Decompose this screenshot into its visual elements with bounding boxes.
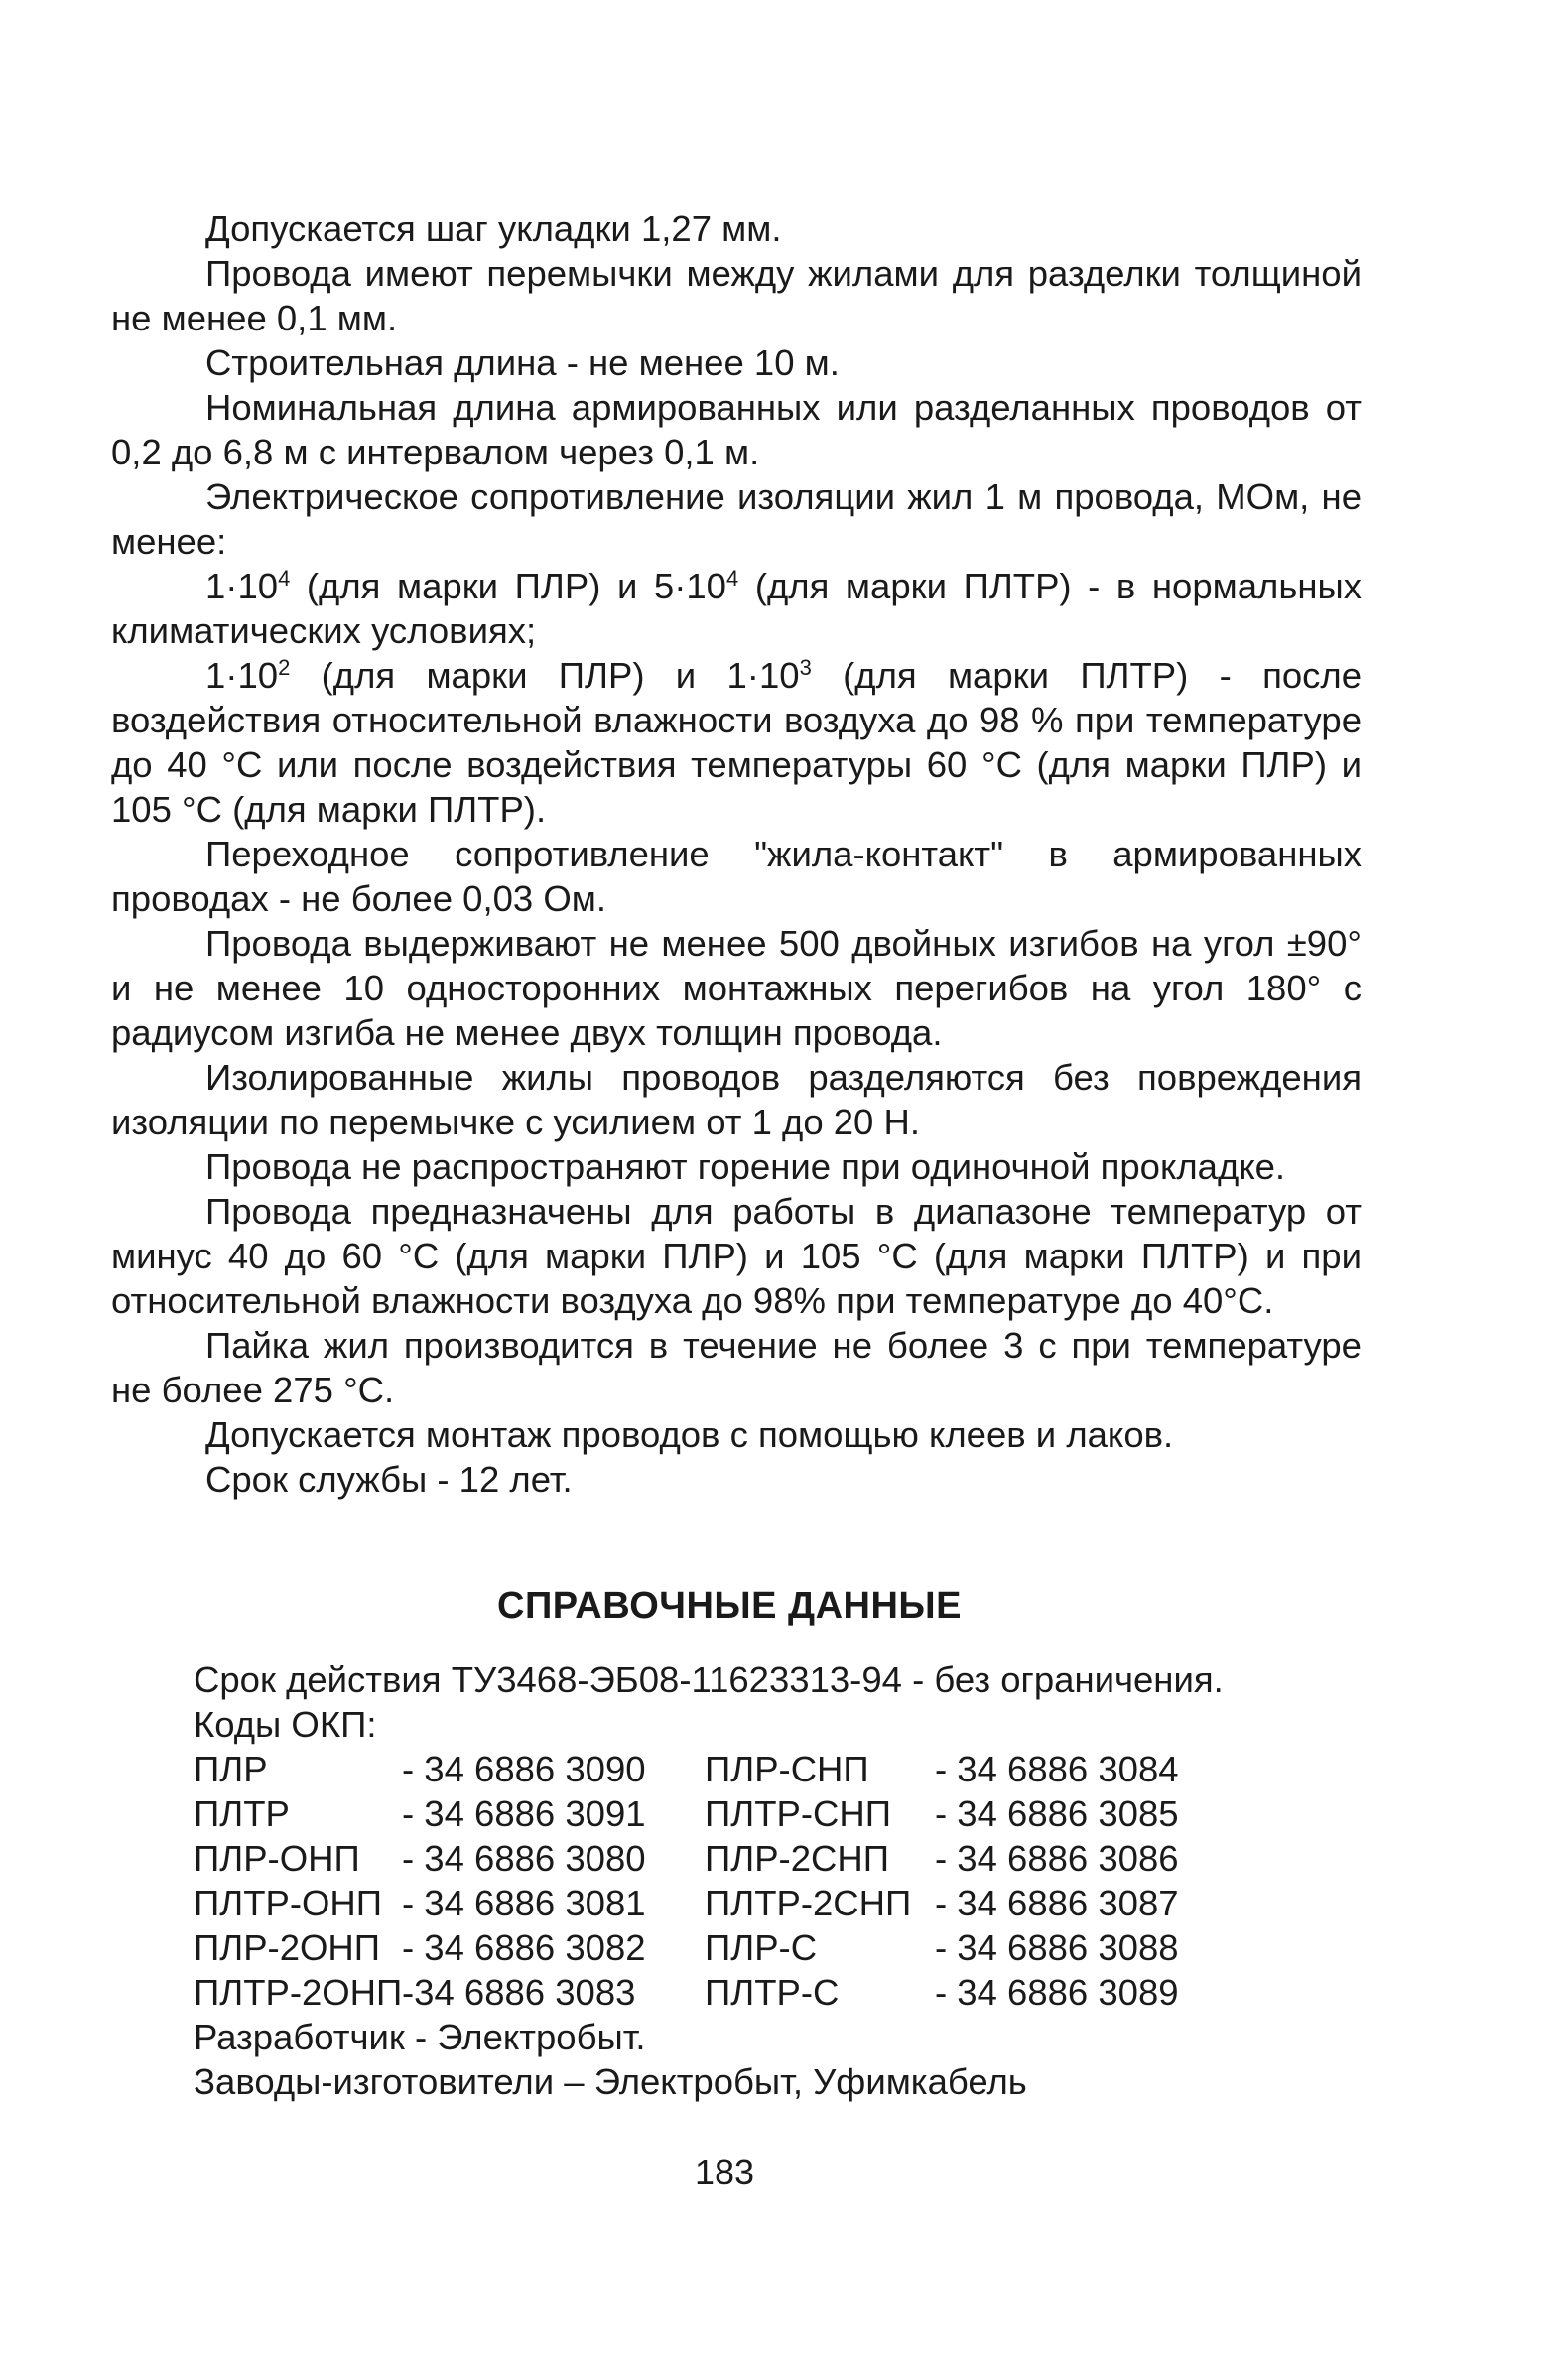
code-row <box>194 1925 1384 1970</box>
product-code: - 34 6886 3091 <box>402 1793 646 1834</box>
product-name: ПЛР-2ОНП <box>194 1927 380 1968</box>
product-code: - 34 6886 3087 <box>935 1883 1179 1923</box>
product-code: - 34 6886 3082 <box>402 1927 646 1968</box>
body-text <box>111 206 1362 1502</box>
product-name: ПЛР-ОНП <box>194 1838 360 1879</box>
paragraph-insulation-resistance: Электрическое сопротивление изоляции жил 1 м провода, МОм, не менее: <box>111 476 1362 562</box>
paragraph-jumpers: Провода имеют перемычки между жилами для разделки толщиной не менее 0,1 мм. <box>111 253 1362 338</box>
product-name: ПЛР <box>194 1749 268 1789</box>
code-row <box>194 1747 1384 1791</box>
manufacturers-line: Заводы-изготовители – Электробыт, Уфимкабель <box>194 2061 1027 2102</box>
product-code: - 34 6886 3084 <box>935 1749 1179 1789</box>
code-row <box>194 1836 1384 1881</box>
paragraph-temperature-range: Провода предназначены для работы в диапазоне температур от минус 40 до 60 °С (для марки ПЛР) и 105 °С (для марки ПЛТР) и при относительной влажности воздуха до 98% при температуре до 40°С. <box>111 1191 1362 1321</box>
product-name: ПЛР-2СНП <box>705 1838 889 1879</box>
paragraph-contact-resistance: Переходное сопротивление "жила-контакт" в армированных проводах - не более 0,03 Ом. <box>111 834 1362 919</box>
paragraph-laying-step: Допускается шаг укладки 1,27 мм. <box>205 208 782 249</box>
code-row <box>194 1791 1384 1836</box>
paragraph-construction-length: Строительная длина - не менее 10 м. <box>205 342 840 383</box>
okp-codes-table <box>194 1747 1384 2015</box>
product-name: ПЛТР-ОНП <box>194 1883 382 1923</box>
paragraph-bending: Провода выдерживают не менее 500 двойных изгибов на угол ±90° и не менее 10 односторонних монтажных перегибов на угол 180° с радиусом изгиба не менее двух толщин провода. <box>111 923 1362 1053</box>
product-name: ПЛТР <box>194 1793 290 1834</box>
section-heading: СПРАВОЧНЫЕ ДАННЫЕ <box>497 1585 962 1627</box>
codes-label: Коды ОКП: <box>194 1704 377 1745</box>
product-code: - 34 6886 3081 <box>402 1883 646 1923</box>
code-row <box>194 1881 1384 1925</box>
product-code: - 34 6886 3089 <box>935 1972 1179 2013</box>
paragraph-flammability: Провода не распространяют горение при одиночной прокладке. <box>205 1146 1286 1187</box>
paragraph-mounting: Допускается монтаж проводов с помощью клеев и лаков. <box>205 1414 1174 1455</box>
product-code: - 34 6886 3085 <box>935 1793 1179 1834</box>
reference-data <box>194 1657 1384 2104</box>
product-code: - 34 6886 3090 <box>402 1749 646 1789</box>
product-name: ПЛР-С <box>705 1927 818 1968</box>
product-name: ПЛТР-С <box>705 1972 840 2013</box>
validity-line: Срок действия ТУ3468-ЭБ08-11623313-94 - без ограничения. <box>194 1659 1224 1700</box>
product-name: ПЛТР-СНП <box>705 1793 891 1834</box>
paragraph-service-life: Срок службы - 12 лет. <box>205 1459 573 1500</box>
product-name: ПЛР-СНП <box>705 1749 869 1789</box>
page-number: 183 <box>694 2152 755 2192</box>
paragraph-nominal-length: Номинальная длина армированных или разделанных проводов от 0,2 до 6,8 м с интервалом через 0,1 м. <box>111 387 1362 472</box>
code-row <box>194 1970 1384 2015</box>
product-name: ПЛТР-2СНП <box>705 1883 912 1923</box>
product-name: ПЛТР-2ОНП <box>194 1972 403 2013</box>
paragraph-soldering: Пайка жил производится в течение не более 3 с при температуре не более 275 °С. <box>111 1325 1362 1410</box>
paragraph-separation: Изолированные жилы проводов разделяются без повреждения изоляции по перемычке с усилием от 1 до 20 Н. <box>111 1057 1362 1142</box>
developer-line: Разработчик - Электробыт. <box>194 2017 646 2057</box>
product-code: -34 6886 3083 <box>402 1972 636 2013</box>
product-code: - 34 6886 3086 <box>935 1838 1179 1879</box>
paragraph-normal-conditions: $1\cdot 10^4$ (для марки ПЛР) и $5\cdot 10^4$ (для марки ПЛТР) - в нормальных климатических условиях; <box>111 565 1362 651</box>
paragraph-humidity-conditions: $1\cdot 10^2$ (для марки ПЛР) и $1\cdot 10^3$ (для марки ПЛТР) - после воздействия относительной влажности воздуха до 98 % при температуре до 40 °С или после воздействия температуры 60 °С (для марки ПЛР) и 105 °С (для марки ПЛТР). <box>111 654 1362 830</box>
product-code: - 34 6886 3080 <box>402 1838 646 1879</box>
product-code: - 34 6886 3088 <box>935 1927 1179 1968</box>
